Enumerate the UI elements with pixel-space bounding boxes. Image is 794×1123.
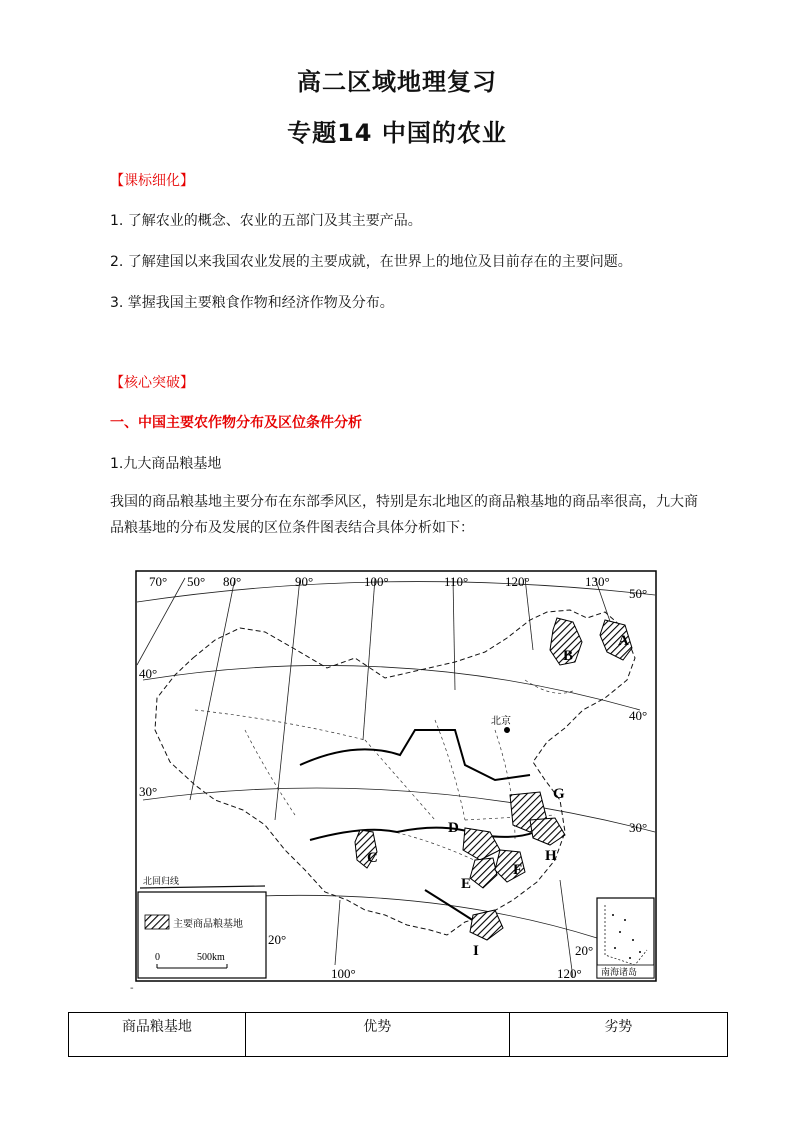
table-header-cell: 商品粮基地 bbox=[69, 1013, 246, 1057]
lon-label-110: 110° bbox=[444, 574, 469, 589]
core-heading: 【核心突破】 bbox=[110, 375, 194, 391]
lon-label-130: 130° bbox=[585, 574, 610, 589]
base-label-C: C bbox=[367, 850, 378, 866]
curriculum-item-1: 1. 了解农业的概念、农业的五部门及其主要产品。 bbox=[110, 213, 422, 229]
beijing-marker bbox=[504, 727, 510, 733]
base-label-G: G bbox=[553, 786, 565, 802]
curriculum-heading: 【课标细化】 bbox=[110, 173, 194, 189]
base-label-D: D bbox=[448, 820, 459, 836]
base-label-H: H bbox=[545, 848, 557, 864]
city-label: 北京 bbox=[491, 716, 511, 727]
base-label-E: E bbox=[461, 876, 472, 892]
grain-base-table bbox=[68, 1012, 728, 1057]
document-title: 高二区域地理复习 bbox=[297, 68, 497, 96]
base-label-A: A bbox=[618, 633, 629, 649]
table-header-cell: 优势 bbox=[245, 1013, 509, 1057]
scale-value: 500km bbox=[197, 952, 225, 963]
section-title: 一、中国主要农作物分布及区位条件分析 bbox=[110, 415, 362, 431]
intro-paragraph: 我国的商品粮基地主要分布在东部季风区，特别是东北地区的商品粮基地的商品率很高，九大商品粮基地的分布及发展的区位条件图表结合具体分析如下： bbox=[110, 494, 698, 536]
lon-label-bottom-100: 100° bbox=[331, 966, 356, 981]
curriculum-item-3: 3. 掌握我国主要粮食作物和经济作物及分布。 bbox=[110, 295, 394, 311]
inset-label: 南海诸岛 bbox=[601, 968, 638, 978]
grain-base-map bbox=[135, 570, 657, 982]
lon-label-90: 90° bbox=[295, 574, 314, 589]
lat-label-left-40: 40° bbox=[139, 666, 158, 681]
lat-label-left-20: 20° bbox=[268, 932, 287, 947]
table-header-row bbox=[69, 1013, 728, 1057]
lat-label-right-40: 40° bbox=[629, 708, 648, 723]
base-label-F: F bbox=[513, 862, 523, 878]
curriculum-item-2: 2. 了解建国以来我国农业发展的主要成就，在世界上的地位及目前存在的主要问题。 bbox=[110, 254, 632, 270]
lon-label-bottom-120: 120° bbox=[557, 966, 582, 981]
document-subtitle: 专题14 中国的农业 bbox=[287, 119, 507, 147]
lon-label-120: 120° bbox=[505, 574, 530, 589]
lat-label-left-30: 30° bbox=[139, 784, 158, 799]
lat-label-right-20: 20° bbox=[575, 943, 594, 958]
legend-label: 主要商品粮基地 bbox=[173, 919, 243, 930]
table-header-cell: 劣势 bbox=[509, 1013, 727, 1057]
lon-label-80: 80° bbox=[223, 574, 242, 589]
scale-zero: 0 bbox=[155, 952, 160, 963]
stray-mark: - bbox=[130, 983, 134, 994]
subsection-title: 1.九大商品粮基地 bbox=[110, 456, 222, 472]
legend-swatch bbox=[145, 915, 169, 929]
lon-label-50: 50° bbox=[187, 574, 206, 589]
tropic-label: 北回归线 bbox=[143, 877, 180, 887]
lat-label-right-30: 30° bbox=[629, 820, 648, 835]
base-label-B: B bbox=[563, 648, 574, 664]
lat-label-right-50: 50° bbox=[629, 586, 648, 601]
lon-label-100: 100° bbox=[364, 574, 389, 589]
lon-label-70: 70° bbox=[149, 574, 168, 589]
base-label-I: I bbox=[473, 943, 479, 959]
